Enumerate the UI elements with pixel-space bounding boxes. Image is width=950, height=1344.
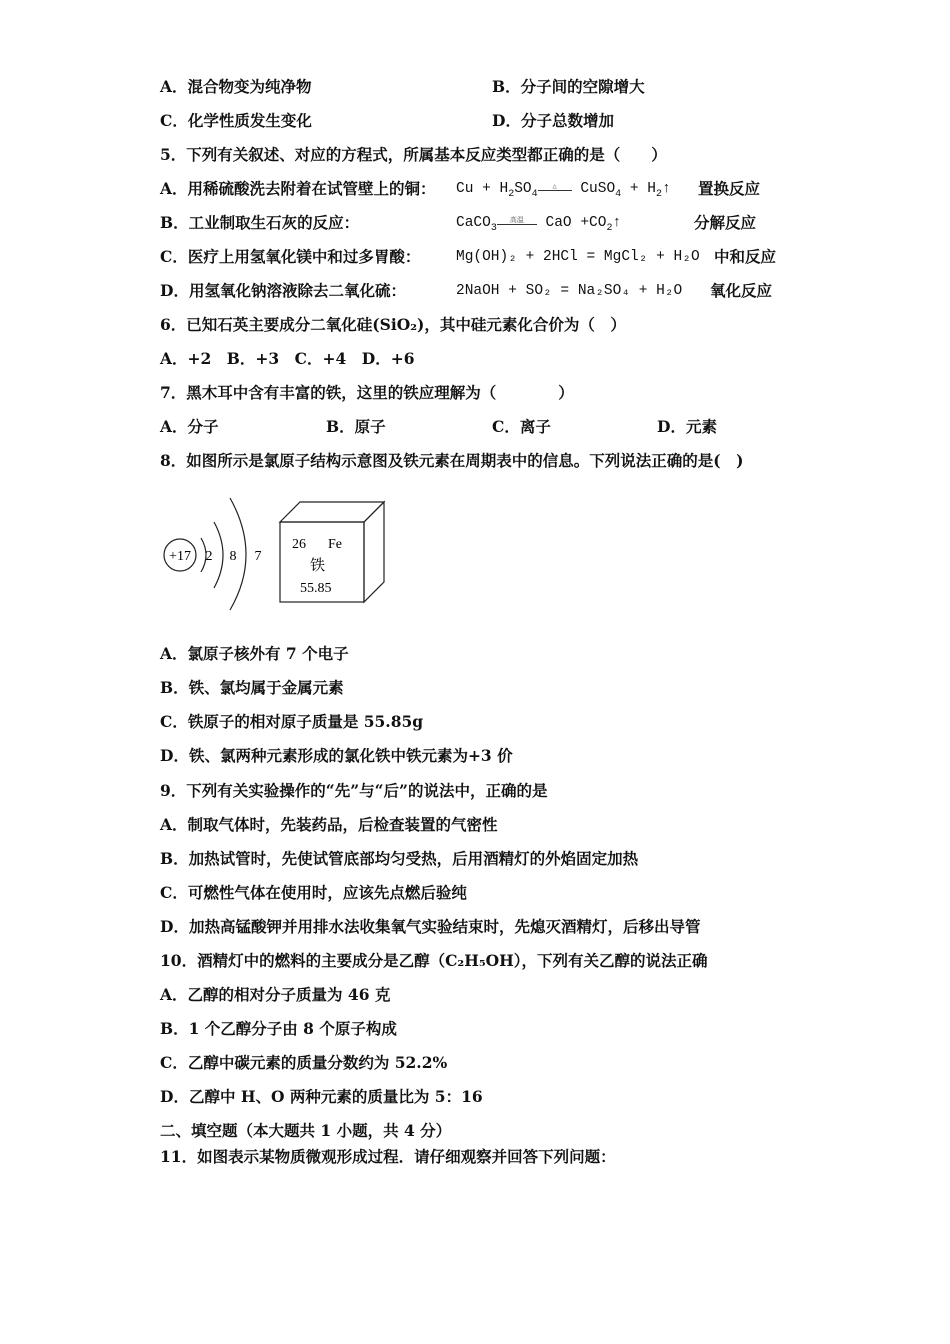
q10-option-b: B．1 个乙醇分子由 8 个原子构成 bbox=[160, 1019, 397, 1038]
q7-stem: 7．黑木耳中含有丰富的铁，这里的铁应理解为（ ） bbox=[160, 383, 574, 402]
q7-option-c: C．离子 bbox=[492, 417, 551, 436]
q7-option-a: A．分子 bbox=[160, 417, 219, 436]
q10-option-c: C．乙醇中碳元素的质量分数约为 52.2% bbox=[160, 1053, 448, 1072]
cube-side-face bbox=[364, 502, 384, 602]
element-symbol: Fe bbox=[328, 537, 342, 552]
q6-stem: 6．已知石英主要成分二氧化硅(SiO₂)，其中硅元素化合价为（ ） bbox=[160, 315, 626, 334]
q5-option-d-equation: 2NaOH + SO₂ = Na₂SO₄ + H₂O bbox=[456, 283, 683, 299]
q5-option-d-text: D．用氢氧化钠溶液除去二氧化硫： bbox=[160, 281, 406, 300]
q8-figure bbox=[160, 490, 400, 619]
reaction-arrow-heat: △ bbox=[538, 183, 572, 193]
q5-option-d-type: 氧化反应 bbox=[710, 281, 773, 300]
q11-stem: 11．如图表示某物质微观形成过程．请仔细观察并回答下列问题： bbox=[160, 1147, 616, 1166]
q5-option-a-equation: $Cu + H_2SO_4$ △ CuSO$_4$ + $H_2↑$ bbox=[456, 181, 671, 200]
q5-option-a-type: 置换反应 bbox=[698, 179, 761, 198]
q5-option-b-equation: CaCO$_3$ 高温 CaO $+CO_2↑$ bbox=[456, 215, 622, 234]
q4-option-a: A．混合物变为纯净物 bbox=[160, 77, 312, 96]
q9-option-c: C．可燃性气体在使用时，应该先点燃后验纯 bbox=[160, 883, 467, 902]
electron-shell-2 bbox=[214, 522, 223, 588]
shell-2-electrons: 8 bbox=[229, 549, 237, 564]
gas-up-arrow-icon: ↑ bbox=[612, 215, 622, 231]
q4-option-d: D．分子总数增加 bbox=[492, 111, 614, 130]
q4-option-c: C．化学性质发生变化 bbox=[160, 111, 312, 130]
q8-option-b: B．铁、氯均属于金属元素 bbox=[160, 678, 344, 697]
q8-option-a: A．氯原子核外有 7 个电子 bbox=[160, 644, 349, 663]
q7-option-b: B．原子 bbox=[326, 417, 386, 436]
q5-option-c-type: 中和反应 bbox=[714, 247, 777, 266]
q4-option-b: B．分子间的空隙增大 bbox=[492, 77, 645, 96]
q5-option-c-equation: Mg(OH)₂ + 2HCl = MgCl₂ + H₂O bbox=[456, 249, 700, 265]
element-atomic-number: 26 bbox=[292, 537, 306, 552]
q7-option-d: D．元素 bbox=[657, 417, 717, 436]
q5-stem: 5．下列有关叙述、对应的方程式，所属基本反应类型都正确的是（ ） bbox=[160, 145, 667, 164]
q5-option-b-text: B．工业制取生石灰的反应： bbox=[160, 213, 360, 232]
shell-1-electrons: 2 bbox=[205, 549, 213, 564]
q8-option-d: D．铁、氯两种元素形成的氯化铁中铁元素为+3 价 bbox=[160, 746, 513, 765]
q8-option-c: C．铁原子的相对原子质量是 55.85g bbox=[160, 712, 424, 731]
q5-option-a-text: A．用稀硫酸洗去附着在试管壁上的铜： bbox=[160, 179, 436, 198]
cube-top-face bbox=[280, 502, 384, 522]
q5-option-b-type: 分解反应 bbox=[694, 213, 757, 232]
element-name: 铁 bbox=[310, 556, 326, 574]
gas-up-arrow-icon: ↑ bbox=[662, 181, 671, 197]
q6-options: A．+2 B．+3 C．+4 D．+6 bbox=[160, 349, 415, 368]
q9-option-d: D．加热高锰酸钾并用排水法收集氧气实验结束时，先熄灭酒精灯，后移出导管 bbox=[160, 917, 701, 936]
section-heading: 二、填空题（本大题共 1 小题，共 4 分） bbox=[160, 1121, 452, 1140]
q10-option-d: D．乙醇中 H、O 两种元素的质量比为 5：16 bbox=[160, 1087, 483, 1106]
shell-3-electrons: 7 bbox=[254, 549, 262, 564]
q9-option-b: B．加热试管时，先使试管底部均匀受热，后用酒精灯的外焰固定加热 bbox=[160, 849, 639, 868]
nucleus-charge: +17 bbox=[169, 549, 191, 564]
q9-option-a: A．制取气体时，先装药品，后检查装置的气密性 bbox=[160, 815, 498, 834]
q10-stem: 10．酒精灯中的燃料的主要成分是乙醇（C₂H₅OH），下列有关乙醇的说法正确 bbox=[160, 951, 708, 970]
q5-option-c-text: C．医疗上用氢氧化镁中和过多胃酸： bbox=[160, 247, 421, 266]
reaction-arrow-high-temp: 高温 bbox=[497, 217, 537, 227]
element-atomic-mass: 55.85 bbox=[300, 581, 332, 596]
q10-option-a: A．乙醇的相对分子质量为 46 克 bbox=[160, 985, 391, 1004]
q8-stem: 8．如图所示是氯原子结构示意图及铁元素在周期表中的信息。下列说法正确的是( ) bbox=[160, 451, 744, 470]
q9-stem: 9．下列有关实验操作的“先”与“后”的说法中，正确的是 bbox=[160, 781, 548, 800]
chlorine-atom-and-iron-element-diagram bbox=[160, 490, 400, 615]
